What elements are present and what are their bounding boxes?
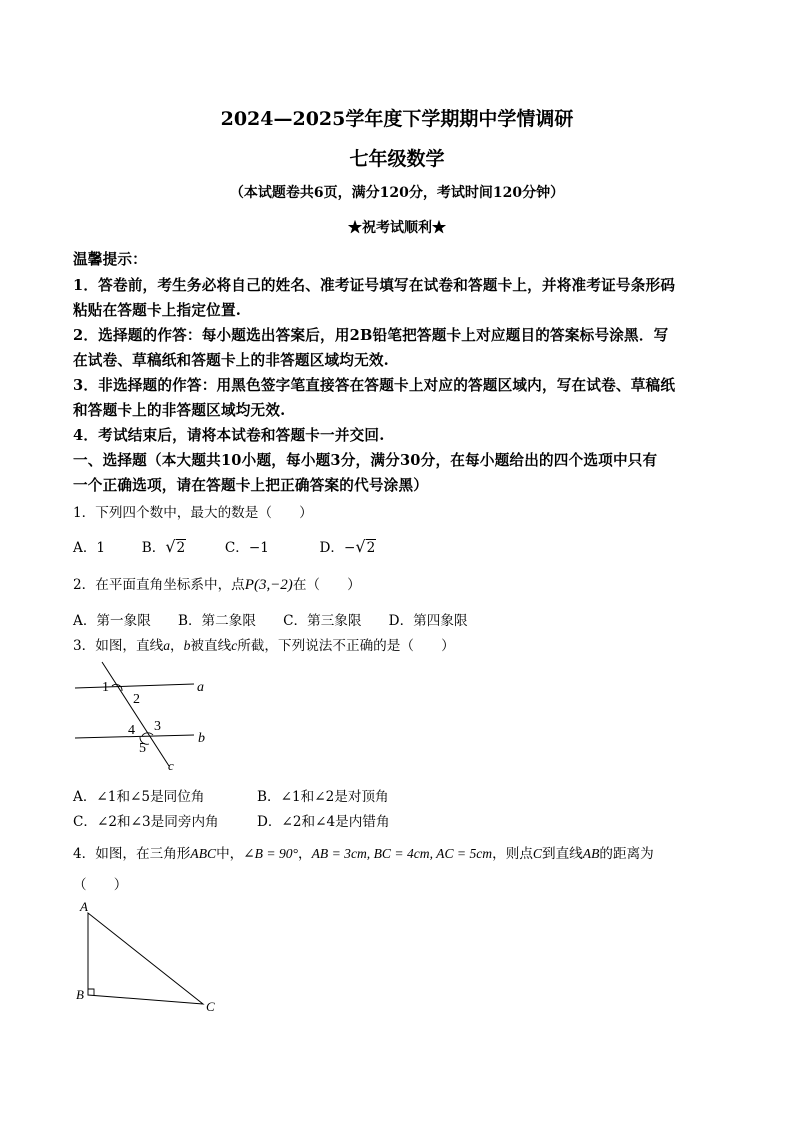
line-label-b: b bbox=[198, 731, 205, 746]
vertex-label-a: A bbox=[80, 899, 88, 914]
radicand: 2 bbox=[176, 540, 186, 556]
q4-lengths: AB = 3cm, BC = 4cm, AC = 5cm bbox=[311, 846, 493, 861]
triangle-abc bbox=[88, 913, 203, 1004]
q3-stem: 3．如图，直线a，b被直线c所截，下列说法不正确的是（ ） bbox=[73, 638, 455, 654]
tips-line: 3．非选择题的作答：用黑色签字笔直接答在答题卡上对应的答题区域内，写在试卷、草稿纸 bbox=[73, 377, 676, 394]
exam-info: （本试题卷共6页，满分120分，考试时间120分钟） bbox=[229, 185, 565, 201]
tips-line: 粘贴在答题卡上指定位置. bbox=[73, 302, 242, 319]
q1-option-b: B．√2 bbox=[141, 537, 186, 556]
q3-option-c: C．∠2和∠3是同旁内角 bbox=[73, 814, 219, 830]
q4-figure bbox=[70, 898, 230, 1020]
tips-line: 2．选择题的作答：每小题选出答案后，用2B铅笔把答题卡上对应题目的答案标号涂黑．写 bbox=[73, 327, 669, 344]
exam-subject: 七年级数学 bbox=[349, 148, 445, 170]
line-label-c: c bbox=[168, 758, 174, 772]
angle-label-4: 4 bbox=[128, 723, 135, 738]
sqrt-sign: √ bbox=[165, 537, 176, 556]
right-angle-mark bbox=[88, 989, 94, 995]
q1-option-a: A．1 bbox=[73, 540, 106, 556]
line-label-a: a bbox=[197, 680, 204, 695]
q1-stem: 1．下列四个数中，最大的数是（ ） bbox=[73, 505, 313, 521]
section-heading-line1: 一、选择题（本大题共10小题，每小题3分，满分30分，在每小题给出的四个选项中只有 bbox=[73, 452, 658, 469]
angle-label-2: 2 bbox=[133, 692, 140, 707]
section-heading-line2: 一个正确选项，请在答题卡上把正确答案的代号涂黑） bbox=[73, 477, 429, 494]
q3-option-d: D．∠2和∠4是内错角 bbox=[257, 814, 390, 830]
line-a bbox=[75, 684, 194, 688]
exam-title: 2024—2025学年度下学期期中学情调研 bbox=[220, 108, 574, 130]
q4-stem: 4．如图，在三角形ABC中，∠B = 90°，AB = 3cm, BC = 4cm, AC = 5cm，则点C到直线AB的距离为 bbox=[73, 846, 654, 862]
angle-label-5: 5 bbox=[139, 741, 146, 756]
q4-answer-paren: （ ） bbox=[73, 877, 128, 893]
q2-options: A．第一象限 B．第二象限 C．第三象限 D．第四象限 bbox=[73, 613, 468, 629]
q1-option-d: D．−√2 bbox=[319, 537, 376, 556]
q3-option-a: A．∠1和∠5是同位角 bbox=[73, 789, 205, 805]
exam-wish: ★祝考试顺利★ bbox=[348, 220, 446, 236]
tips-line: 4．考试结束后，请将本试卷和答题卡一并交回. bbox=[73, 427, 385, 444]
q2-point: P(3,−2) bbox=[244, 577, 293, 593]
angle-label-3: 3 bbox=[154, 719, 161, 734]
tips-line: 1．答卷前，考生务必将自己的姓名、准考证号填写在试卷和答题卡上，并将准考证号条形码 bbox=[73, 277, 676, 294]
radicand: 2 bbox=[366, 540, 376, 556]
tips-line: 在试卷、草稿纸和答题卡上的非答题区域均无效. bbox=[73, 352, 389, 369]
q3-option-b: B．∠1和∠2是对顶角 bbox=[257, 789, 389, 805]
q1-option-c: C．−1 bbox=[224, 540, 269, 556]
q2-stem: 2．在平面直角坐标系中，点P(3,−2)在（ ） bbox=[73, 577, 361, 593]
angle-label-1: 1 bbox=[102, 680, 109, 695]
tips-line: 和答题卡上的非答题区域均无效. bbox=[73, 402, 286, 419]
vertex-label-b: B bbox=[76, 987, 84, 1002]
line-c bbox=[102, 662, 169, 766]
q1-options bbox=[73, 536, 376, 556]
q4-angle: ∠B = 90° bbox=[243, 846, 298, 861]
sqrt-sign: √ bbox=[355, 537, 366, 556]
tips-heading: 温馨提示： bbox=[73, 251, 147, 268]
vertex-label-c: C bbox=[206, 999, 215, 1014]
q3-figure bbox=[70, 660, 230, 772]
